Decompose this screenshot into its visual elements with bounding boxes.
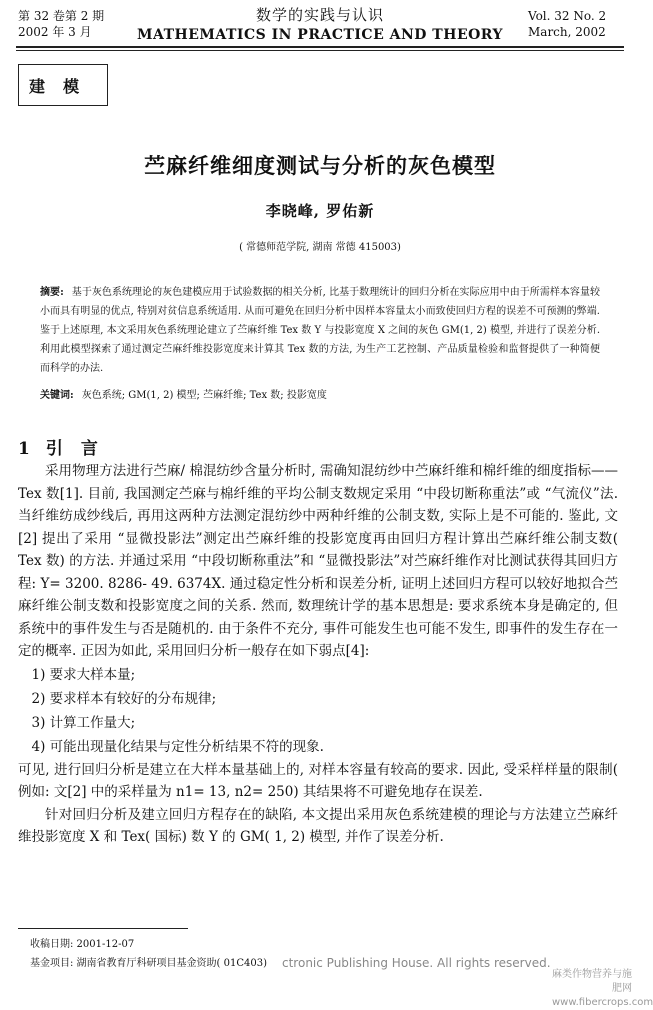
paragraph-2: 可见, 进行回归分析是建立在大样本量基础上的, 对样本容量有较高的要求. 因此, 受采样样量的限制( 例如: 文[2] 中的采样量为 n1= 13, n2= 250) 其结果将不可避免地存在误差. (18, 761, 618, 800)
issue-date-en: March, 2002 (528, 25, 606, 39)
site-watermark: 麻类作物营养与施肥网 www.fibercrops.com (552, 969, 653, 1008)
volume-number: Vol. 32 No. 2 (528, 9, 607, 23)
list-item: 4) 可能出现量化结果与定性分析结果不符的现象. (31, 738, 324, 755)
section-label: 建模 (28, 76, 97, 96)
keywords (40, 388, 600, 404)
list-item: 2) 要求样本有较好的分布规律; (31, 690, 217, 707)
paragraph-1: 采用物理方法进行苎麻/ 棉混纺纱含量分析时, 需确知混纺纱中苎麻纤维和棉纤维的细度指标—— Tex 数[1]. 目前, 我国测定苎麻与棉纤维的平均公制支数规定采用 “中段切断称重法”或 “气流仪”法. 当纤维纺成纱线后, 再用这两种方法测定混纺纱中两种纤维的公制支数, 实际上是不可能的. 鉴此, 文[2] 提出了采用 “显微投影法”测定出苎麻纤维的投影宽度再由回归方程计算出苎麻纤维公制支数( Tex 数) 的方法. 并通过采用 “中段切断称重法”和 “显微投影法”对苎麻纤维作对比测试获得其回归方程: Y= 3200. 8286- 49. 6374X. 通过稳定性分析和误差分析, 证明上述回归方程可以较好地拟合苎麻纤维公制支数和投影宽度之间的关系. 然而, 数理统计学的基本思想是: 要求系统本身是确定的, 但系统中的事件发生与否是随机的. 由于条件不充分, 事件可能发生也可能不发生, 即事件的发生存在一定的概率. 正因为如此, 采用回归分析一般存在如下弱点[4]: (18, 463, 618, 659)
header-rule (16, 46, 624, 48)
abstract (40, 283, 600, 378)
weakness-list (18, 663, 618, 759)
header-right (528, 8, 618, 40)
footnote-fund: 基金项目: 湖南省教育厅科研项目基金资助( 01C403) (30, 958, 267, 969)
issue-date: 2002 年 3 月 (18, 25, 92, 39)
abstract-label: 摘要: (40, 287, 64, 298)
list-item: 1) 要求大样本量; (31, 666, 136, 683)
footnote-rule (18, 928, 188, 929)
header-rule-thin (16, 50, 624, 51)
author-affiliation: ( 常德师范学院, 湖南 常德 415003) (239, 242, 401, 253)
body-text (18, 460, 618, 849)
section-heading (18, 434, 116, 459)
journal-title-cn: 数学的实践与认识 (255, 6, 384, 24)
journal-title-en: MATHEMATICS IN PRACTICE AND THEORY (136, 27, 504, 43)
footnote-received: 收稿日期: 2001-12-07 (30, 939, 135, 950)
paper-authors: 李晓峰, 罗佑新 (265, 202, 375, 220)
abstract-text: 基于灰色系统理论的灰色建模应用于试验数据的相关分析, 比基于数理统计的回归分析在实际应用中由于所需样本容量较小而具有明显的优点, 特别对贫信息系统适用. 从而可避免在回归分析中因样本容量太小而致使回归方程的误差不可预测的弊端. 鉴于上述原理, 本文采用灰色系统理论建立了苎麻纤维 Tex 数 Y 与投影宽度 X 之间的灰色 GM(1, 2) 模型, 并进行了误差分析. 利用此模型探索了通过测定苎麻纤维投影宽度来计算其 Tex 数的方法, 为生产工艺控制、产品质量检验和监督提供了一种简便而科学的办法. (40, 287, 600, 374)
issue-number: 第 32 卷第 2 期 (18, 9, 105, 23)
section-number: 1 (18, 439, 32, 459)
section-label-box (18, 64, 108, 106)
section-title: 引言 (45, 439, 116, 459)
paper-title: 苎麻纤维细度测试与分析的灰色模型 (144, 153, 496, 178)
list-item: 3) 计算工作量大; (31, 714, 136, 731)
copyright-notice: ctronic Publishing House. All rights reserved. (282, 956, 551, 970)
keywords-label: 关键词: (40, 390, 74, 401)
keywords-text: 灰色系统; GM(1, 2) 模型; 苎麻纤维; Tex 数; 投影宽度 (81, 390, 327, 401)
paragraph-3: 针对回归分析及建立回归方程存在的缺陷, 本文提出采用灰色系统建模的理论与方法建立苎麻纤维投影宽度 X 和 Tex( 国标) 数 Y 的 GM( 1, 2) 模型, 并作了误差分析. (18, 806, 618, 845)
